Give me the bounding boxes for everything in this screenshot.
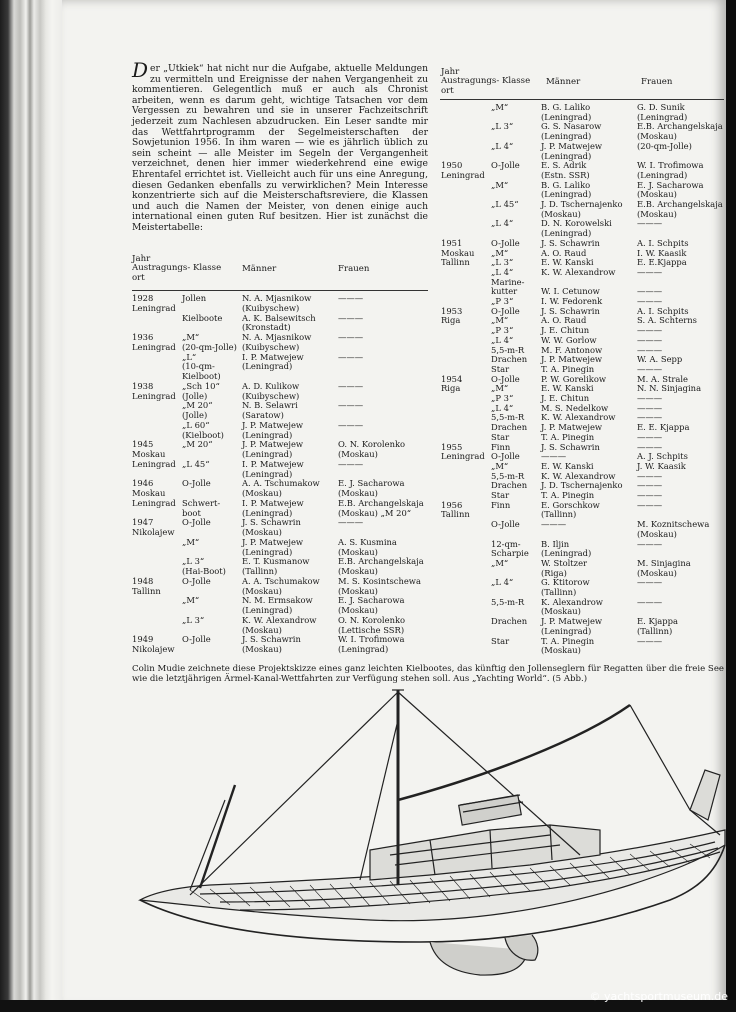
cell-class: Drachen <box>491 422 528 433</box>
cell-men: (Leningrad) <box>541 131 592 142</box>
cell-women: A. I. Schpits <box>637 305 689 316</box>
cell-class: „M 20“ <box>182 439 213 450</box>
cell-class: „M“ <box>491 315 509 326</box>
cell-men: (Leningrad) <box>242 546 293 557</box>
cell-class: (Hai-Boot) <box>182 566 226 576</box>
cell-class: „M“ <box>182 536 200 547</box>
intro-text: er „Utkiek“ hat nicht nur die Aufgabe, aktuelle Meldungen zu vermitteln und Ereignisse der nahen Vergangenheit zu kommentieren. Gelegentlich muß er auch als Chronist arbeiten, wenn es darum geht, wichtige Tatsachen vor dem Vergessen zu bewahren und sie in unserer Fachzeitschrift jederzeit zum Nachlesen abzudrucken. Ein Leser sandte mir das Wettfahrtprogramm der Segelmeisterschaften der Sowjetunion 1956. In ihm waren — wie es jährlich üblich zu sein scheint — alle Meister im Segeln der Vergangenheit verzeichnet, denen hier immer wiederkehrend eine ewige Ehrentafel errichtet ist. Vielleicht auch für uns eine Anregung, diesen Gedanken ebenfalls zu verwirklichen? Mein Interesse konzentrierte sich auf die Meisterschaftsreviere, die Klassen und auch die Namen der Meister, von denen einige auch international einen guten Ruf besitzen. Hier ist zunächst die Meistertabelle: <box>132 63 428 233</box>
cell-women: (Moskau) <box>637 189 677 200</box>
cell-women: ——— <box>338 380 364 391</box>
cell-men: (Tallinn) <box>541 587 577 597</box>
cell-women: E. J. Sacharowa <box>338 478 405 489</box>
cell-men: K. Alexandrow <box>541 596 603 607</box>
cell-class: „P 3“ <box>491 325 514 336</box>
cell-men: J. P. Matwejew <box>541 616 603 627</box>
cell-class: O-Jolle <box>491 519 520 530</box>
cell-men: J. S. Schawrin <box>541 305 600 316</box>
cell-women: ——— <box>338 419 364 430</box>
cell-year-place: Moskau <box>132 488 166 498</box>
cell-men: J. P. Matwejew <box>541 354 603 365</box>
cell-men: N. B. Selawri <box>242 400 298 411</box>
cell-women: ——— <box>338 293 364 303</box>
cell-women: E.B. Archangelskaja <box>637 121 723 132</box>
cell-year-place: 1954 <box>441 373 463 384</box>
cell-women: E.B. Archangelskaja <box>637 199 723 209</box>
cell-year-place: 1948 <box>132 575 154 586</box>
cell-year-place: Nikolajew <box>132 644 175 654</box>
cell-men: K. W. Alexandrow <box>541 266 616 277</box>
cell-year-place: Moskau <box>441 247 475 258</box>
cell-class: (20-qm-Jolle) <box>182 341 237 352</box>
cell-men: P. W. Gorelikow <box>541 373 607 384</box>
cell-women: ——— <box>637 402 663 413</box>
cell-women: (Moskau) <box>338 488 378 498</box>
cell-men: I. P. Matwejew <box>242 351 304 362</box>
cell-women: ——— <box>338 351 364 362</box>
cell-class: Star <box>491 363 510 374</box>
cell-women: E. E.Kjappa <box>637 257 687 268</box>
intro-paragraph <box>132 58 428 234</box>
cell-women: ——— <box>637 412 663 423</box>
book-spine <box>0 0 62 1012</box>
cell-women: ——— <box>637 296 663 306</box>
cell-men: (Moskau) <box>541 606 581 617</box>
cell-women: ——— <box>637 344 663 355</box>
cell-year-place: Nikolajew <box>132 527 175 537</box>
cell-men: (Leningrad) <box>541 150 592 161</box>
cell-class: O-Jolle <box>491 160 520 171</box>
cell-men: I. P. Matwejew <box>242 497 304 508</box>
cell-class: „M 20“ <box>182 400 213 411</box>
cell-class: „M“ <box>491 247 509 258</box>
cell-women: ——— <box>637 470 663 481</box>
cell-men: B. Iljin <box>541 538 570 549</box>
left-table-rule <box>132 290 428 291</box>
cell-women: J. W. Kaasik <box>637 460 686 471</box>
header-jahr-right: Jahr <box>441 67 460 77</box>
cell-women: E. J. Sacharowa <box>637 179 704 190</box>
cell-men: A. O. Raud <box>541 247 587 258</box>
cell-women: A. S. Kusmina <box>338 536 397 547</box>
cell-women: ——— <box>338 400 364 411</box>
cell-men: T. A. Pinegin <box>541 635 595 646</box>
figure-caption: Colin Mudie zeichnete diese Projektskizze eines ganz leichten Kielbootes, das künftig den Jollenseglern für Regatten über die freie See wie die letztjährigen Ärmel-Kanal-Wettfahrten zur Verfügung stehen soll. Aus „Yachting World“. (5 Abb.) <box>132 664 724 684</box>
cell-women: (Moskau) <box>338 546 378 557</box>
cell-women: O. N. Korolenko <box>338 614 406 625</box>
cell-women: M. Sinjagina <box>637 557 691 568</box>
cell-men: (Estn. SSR) <box>541 169 590 180</box>
cell-men: J. P. Matwejew <box>242 419 304 430</box>
cell-men: A. A. Tschumakow <box>242 478 320 489</box>
cell-year-place: 1945 <box>132 439 154 450</box>
cell-class: kutter <box>491 286 518 297</box>
cell-men: K. W. Alexandrow <box>242 614 317 625</box>
cell-class: „Sch 10“ <box>182 380 220 391</box>
cell-men: (Kronstadt) <box>242 322 291 333</box>
cell-women: ——— <box>637 538 663 549</box>
cell-class: „P 3“ <box>491 393 514 403</box>
cell-men: (Riga) <box>541 567 567 578</box>
cell-class: Kielboot) <box>182 371 221 381</box>
cell-women: (Moskau) <box>637 528 677 539</box>
cell-year-place: 1953 <box>441 305 463 316</box>
cell-year-place: Tallinn <box>441 257 470 268</box>
cell-women: ——— <box>637 499 663 510</box>
cell-class: „L 4“ <box>491 266 514 277</box>
cell-men: N. M. Ermsakow <box>242 595 313 606</box>
cell-men: J. S. Schawrin <box>541 441 600 452</box>
cell-class: boot <box>182 507 201 518</box>
cell-men: (Moskau) <box>242 527 282 537</box>
cell-women: E.B. Archangelskaja <box>338 556 424 567</box>
left-table <box>132 294 428 656</box>
cell-class: Drachen <box>491 354 528 365</box>
cell-women: (Moskau) <box>637 208 677 219</box>
cell-women: (Leningrad) <box>637 169 688 180</box>
cell-women: M. A. Strale <box>637 373 689 384</box>
cell-men: W. W. Gorlow <box>541 334 597 345</box>
cell-class: Kielboote <box>182 312 223 323</box>
cell-year-place: 1938 <box>132 380 154 391</box>
cell-women: ——— <box>637 441 663 452</box>
cell-class: (Jolle) <box>182 410 208 420</box>
cell-men: T. A. Pinegin <box>541 490 595 500</box>
cell-class: 5,5-m-R <box>491 470 525 481</box>
cell-men: (Leningrad) <box>541 625 592 636</box>
credit-watermark: © yachtsportmuseum.de <box>589 990 728 1003</box>
cell-women: (Moskau) <box>637 567 677 578</box>
cell-class: Star <box>491 635 510 646</box>
cell-women: E. Kjappa <box>637 616 678 627</box>
cell-year-place: 1946 <box>132 478 154 489</box>
cell-men: (Leningrad) <box>541 111 592 122</box>
cell-women: ——— <box>637 218 663 229</box>
cell-class: „M“ <box>182 595 200 606</box>
cell-women: ——— <box>637 334 663 345</box>
cell-year-place: 1936 <box>132 332 154 342</box>
cell-year-place: 1949 <box>132 634 154 645</box>
cell-women: (20-qm-Jolle) <box>637 140 692 151</box>
cell-class: O-Jolle <box>491 373 520 384</box>
cell-men: A. O. Raud <box>541 315 587 326</box>
cell-women: ——— <box>637 325 663 336</box>
cell-women: M. Koznitschewa <box>637 519 710 530</box>
cell-men: E. W. Kanski <box>541 383 594 394</box>
cell-year-place: Moskau <box>132 449 166 459</box>
cell-men: M. F. Antonow <box>541 344 603 355</box>
cell-men: K. W. Alexandrow <box>541 470 616 481</box>
cell-women: G. D. Sunik <box>637 102 685 112</box>
cell-men: J. P. Matwejew <box>242 536 304 547</box>
cell-class: „L 4“ <box>491 218 514 229</box>
cell-year-place: Leningrad <box>441 169 485 180</box>
cell-women: (Moskau) <box>338 449 378 459</box>
cell-men: G. Ktitorow <box>541 577 590 588</box>
cell-women: W. I. Trofimowa <box>338 634 405 645</box>
cell-men: (Leningrad) <box>541 548 592 559</box>
cell-class: Jollen <box>182 293 207 303</box>
cell-class: „L 45“ <box>491 199 519 209</box>
cell-class: „L 60“ <box>182 419 210 430</box>
cell-class: „M“ <box>182 332 200 342</box>
header-frauen-right: Frauen <box>641 77 673 87</box>
cell-men: (Leningrad) <box>541 189 592 200</box>
cell-class: „L 4“ <box>491 402 514 413</box>
cell-year-place: Riga <box>441 315 461 326</box>
cell-class: (Jolle) <box>182 390 208 401</box>
cell-class: 5,5-m-R <box>491 344 525 355</box>
right-table-rule <box>440 99 724 100</box>
cell-year-place: 1955 <box>441 441 463 452</box>
cell-year-place: Leningrad <box>441 451 485 462</box>
cell-women: E. E. Kjappa <box>637 422 690 433</box>
cell-class: „L 3“ <box>491 121 514 132</box>
cell-men: (Leningrad) <box>242 449 293 459</box>
cell-year-place: 1951 <box>441 237 463 248</box>
cell-men: E. S. Adrik <box>541 160 587 171</box>
drop-initial: D <box>132 58 149 82</box>
cell-women: (Leningrad) <box>338 644 389 654</box>
cell-men: E. Gorschkow <box>541 499 600 510</box>
cell-class: O-Jolle <box>491 237 520 248</box>
cell-class: „L 3“ <box>491 257 514 268</box>
cell-men: A. K. Balsewitsch <box>242 312 316 323</box>
cell-year-place: Tallinn <box>441 509 470 520</box>
cell-men: B. G. Laliko <box>541 102 591 112</box>
cell-men: (Kuibyschew) <box>242 390 300 401</box>
cell-men: J. S. Schawrin <box>541 237 600 248</box>
cell-men: (Leningrad) <box>242 468 293 479</box>
cell-women: (Leningrad) <box>637 111 688 122</box>
cell-women: ——— <box>637 363 663 374</box>
cell-class: Schwert- <box>182 497 221 508</box>
cell-class: „M“ <box>491 179 509 190</box>
cell-class: „L 3“ <box>182 556 205 567</box>
cell-class: „M“ <box>491 557 509 568</box>
right-table-header <box>441 67 673 96</box>
cell-men: (Kuibyschew) <box>242 341 300 352</box>
cell-class: „L 45“ <box>182 458 210 469</box>
cell-men: J. S. Schawrin <box>242 517 301 528</box>
cell-women: (Moskau) <box>637 131 677 142</box>
cell-women: ——— <box>637 596 663 607</box>
cell-class: „L“ <box>182 351 197 362</box>
cell-women: A. I. Schpits <box>637 237 689 248</box>
cell-class: O-Jolle <box>491 451 520 462</box>
cell-men: (Saratow) <box>242 410 284 420</box>
cell-men: (Moskau) <box>242 644 282 654</box>
cell-women: I. W. Kaasik <box>637 247 687 258</box>
cell-women: W. I. Trofimowa <box>637 160 704 171</box>
cell-men: T. A. Pinegin <box>541 431 595 442</box>
cell-class: O-Jolle <box>491 305 520 316</box>
cell-class: 12-qm- <box>491 538 521 549</box>
cell-women: ——— <box>637 635 663 646</box>
cell-class: Star <box>491 490 510 500</box>
cell-women: E.B. Archangelskaja <box>338 497 424 508</box>
keelboat-drawing <box>130 680 730 990</box>
cell-men: G. S. Nasarow <box>541 121 602 132</box>
cell-women: ——— <box>338 332 364 342</box>
cell-men: M. S. Nedelkow <box>541 402 609 413</box>
cell-year-place: Leningrad <box>132 341 176 352</box>
cell-men: E. T. Kusmanow <box>242 556 310 567</box>
cell-women: M. S. Kosintschewa <box>338 575 421 586</box>
cell-year-place: Leningrad <box>132 497 176 508</box>
cell-year-place: Leningrad <box>132 390 176 401</box>
cell-class: O-Jolle <box>182 575 211 586</box>
cell-class: Marine- <box>491 276 525 287</box>
cell-women: (Moskau) <box>338 605 378 615</box>
header-maenner-right: Männer <box>546 77 581 87</box>
header-frauen: Frauen <box>338 264 370 274</box>
cell-class: O-Jolle <box>182 478 211 489</box>
cell-men: E. W. Kanski <box>541 257 594 268</box>
cell-men: (Kuibyschew) <box>242 302 300 313</box>
cell-class: 5,5-m-R <box>491 412 525 423</box>
cell-women: ——— <box>338 458 364 469</box>
cell-men: (Moskau) <box>242 624 282 635</box>
cell-class: O-Jolle <box>182 634 211 645</box>
cell-class: Scharpie <box>491 548 529 559</box>
cell-women: ——— <box>637 266 663 277</box>
cell-men: I. P. Matwejew <box>242 458 304 469</box>
cell-class: Drachen <box>491 480 528 491</box>
cell-women: (Moskau) <box>338 585 378 596</box>
header-austragungs: Austragungs- <box>132 263 191 274</box>
cell-men: J. E. Chitun <box>541 325 590 336</box>
cell-men: (Leningrad) <box>242 507 293 518</box>
cell-men: N. A. Mjasnikow <box>242 332 312 342</box>
cell-men: B. G. Laliko <box>541 179 591 190</box>
cell-men: K. W. Alexandrow <box>541 412 616 423</box>
cell-men: (Moskau) <box>541 645 581 656</box>
cell-men: (Leningrad) <box>242 361 293 372</box>
cell-class: „M“ <box>491 383 509 394</box>
cell-men: J. D. Tschernajenko <box>541 480 623 491</box>
cell-men: J. S. Schawrin <box>242 634 301 645</box>
cell-men: J. E. Chitun <box>541 393 590 403</box>
cell-class: „M“ <box>491 460 509 471</box>
cell-men: J. P. Matwejew <box>541 422 603 433</box>
cell-men: (Tallinn) <box>242 566 278 576</box>
cell-men: E. W. Kanski <box>541 460 594 471</box>
cell-women: N. N. Sinjagina <box>637 383 702 394</box>
cell-class: „P 3“ <box>491 296 514 306</box>
cell-class: Drachen <box>491 616 528 627</box>
header-ort: ort <box>132 272 145 283</box>
header-maenner: Männer <box>242 264 277 274</box>
cell-women: ——— <box>637 431 663 442</box>
cell-men: J. D. Tschernajenko <box>541 199 623 209</box>
cell-class: „L 4“ <box>491 140 514 151</box>
cell-year-place: Tallinn <box>132 585 161 596</box>
cell-class: (Kielboot) <box>182 429 224 440</box>
cell-women: ——— <box>637 393 663 403</box>
cell-year-place: 1956 <box>441 499 463 510</box>
right-table <box>441 103 725 663</box>
cell-class: „L 4“ <box>491 334 514 345</box>
cell-class: 5,5-m-R <box>491 596 525 607</box>
cell-men: (Moskau) <box>242 585 282 596</box>
cell-men: N. A. Mjasnikow <box>242 293 312 303</box>
cell-women: O. N. Korolenko <box>338 439 406 450</box>
cell-men: (Tallinn) <box>541 509 577 520</box>
cell-women: ——— <box>637 577 663 588</box>
cell-women: S. A. Schterns <box>637 315 697 326</box>
cell-women: ——— <box>637 480 663 491</box>
cell-men: D. N. Korowelski <box>541 218 612 229</box>
cell-year-place: 1950 <box>441 160 463 171</box>
cell-men: ——— <box>541 519 567 530</box>
cell-year-place: Leningrad <box>132 458 176 469</box>
cell-women: E. J. Sacharowa <box>338 595 405 606</box>
cell-women: W. A. Sepp <box>637 354 683 365</box>
cell-women: ——— <box>637 490 663 500</box>
cell-men: (Leningrad) <box>541 228 592 239</box>
cell-class: „M“ <box>491 102 509 112</box>
cell-men: J. P. Matwejew <box>242 439 304 450</box>
cell-year-place: Leningrad <box>132 302 176 313</box>
cell-men: I. W. Fedorenk <box>541 296 603 306</box>
header-ort-right: ort <box>441 85 454 96</box>
cell-year-place: 1928 <box>132 293 154 303</box>
cell-class: O-Jolle <box>182 517 211 528</box>
cell-women: A. J. Schpits <box>637 451 688 462</box>
cell-class: Star <box>491 431 510 442</box>
cell-men: T. A. Pinegin <box>541 363 595 374</box>
cell-men: J. P. Matwejew <box>541 140 603 151</box>
header-klasse: Klasse <box>192 263 222 274</box>
cell-women: ——— <box>338 312 364 323</box>
cell-men: A. A. Tschumakow <box>242 575 320 586</box>
cell-men: (Moskau) <box>541 208 581 219</box>
cell-men: ——— <box>541 451 567 462</box>
cell-class: (10-qm- <box>182 361 215 372</box>
cell-women: (Moskau) „M 20“ <box>338 507 412 518</box>
cell-men: (Moskau) <box>242 488 282 498</box>
cell-men: W. Stoltzer <box>541 557 588 568</box>
cell-women: ——— <box>637 286 663 297</box>
cell-women: (Moskau) <box>338 566 378 576</box>
cell-women: (Tallinn) <box>637 625 673 636</box>
cell-men: W. I. Cetunow <box>541 286 600 297</box>
cell-class: Finn <box>491 441 511 452</box>
header-jahr: Jahr <box>132 254 151 264</box>
cell-year-place: Riga <box>441 383 461 394</box>
cell-class: Finn <box>491 499 511 510</box>
cell-class: „L 4“ <box>491 577 514 588</box>
header-klasse-right: Klasse <box>501 76 531 87</box>
cell-men: A. D. Kulikow <box>242 380 300 391</box>
cell-year-place: 1947 <box>132 517 154 528</box>
cell-women: (Lettische SSR) <box>338 624 405 635</box>
cell-men: (Leningrad) <box>242 605 293 615</box>
cell-women: ——— <box>338 517 364 528</box>
cell-men: (Leningrad) <box>242 429 293 440</box>
cell-class: „L 3“ <box>182 614 205 625</box>
header-austragungs-right: Austragungs- <box>441 76 500 87</box>
left-table-header <box>132 254 370 283</box>
